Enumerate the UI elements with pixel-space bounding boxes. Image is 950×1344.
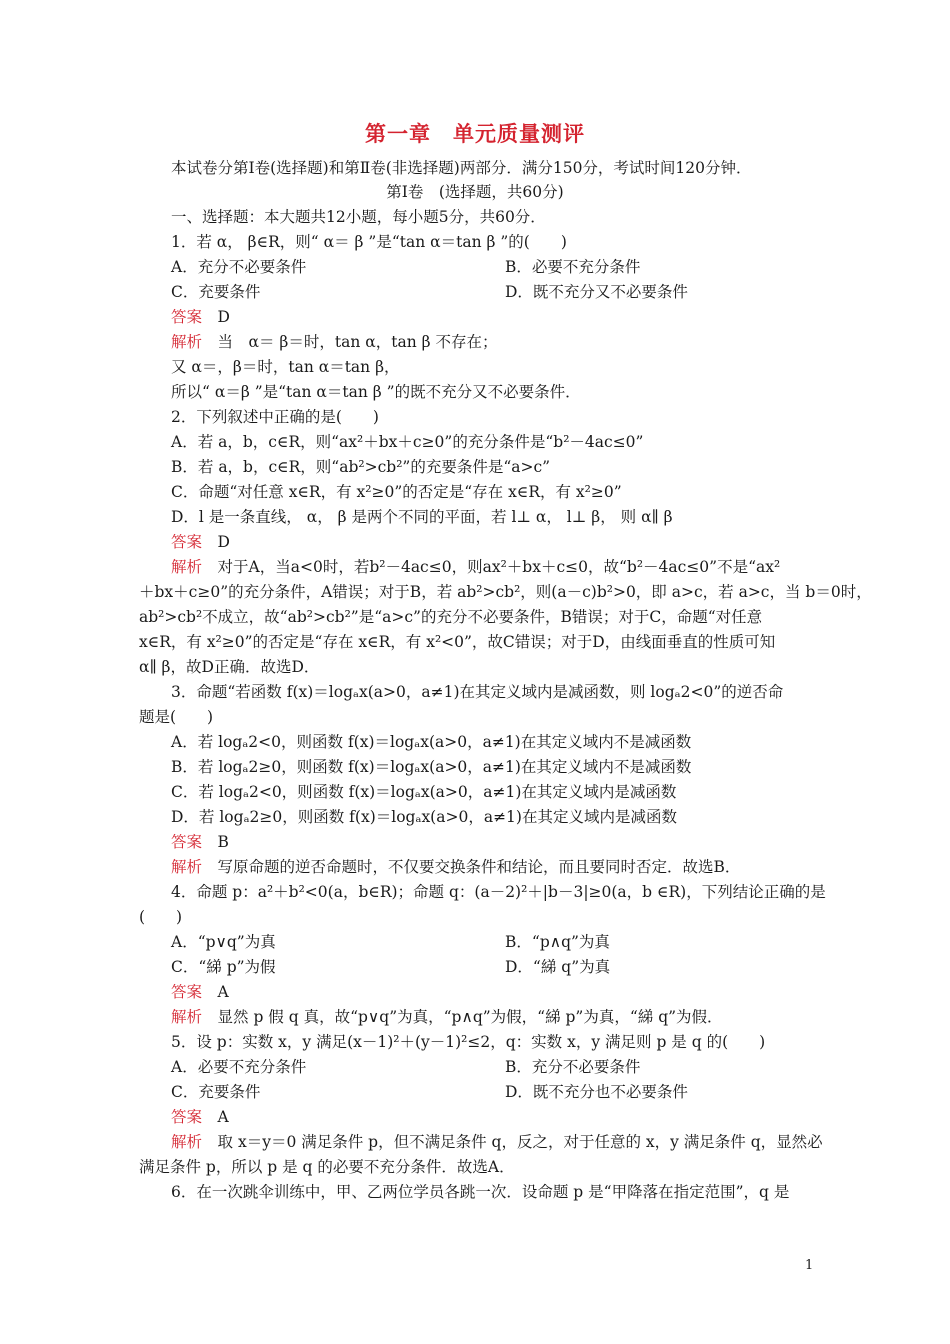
q1-analysis-line: 又 α＝，β＝时，tan α＝tan β，	[171, 358, 400, 376]
q5-answer: A	[217, 1108, 229, 1126]
q1-option-c: C．充要条件	[171, 283, 261, 301]
q1-option-d: D．既不充分又不必要条件	[505, 283, 688, 301]
q4-option-a: A．“p∨q”为真	[171, 933, 276, 951]
analysis-label: 解析	[171, 333, 203, 351]
q4-stem: 4．命题 p：a²＋b²<0(a，b∈R)；命题 q：(a－2)²＋|b－3|≥0(a，b ∈R)，下列结论正确的是	[171, 883, 826, 901]
q2-analysis-row	[171, 557, 780, 577]
q1-analysis-row	[171, 332, 498, 352]
q2-option-c: C．命题“对任意 x∈R，有 x²≥0”的否定是“存在 x∈R，有 x²≥0”	[171, 483, 622, 501]
q1-answer: D	[217, 308, 230, 326]
q3-answer: B	[217, 833, 229, 851]
q6-stem: 6．在一次跳伞训练中，甲、乙两位学员各跳一次．设命题 p 是“甲降落在指定范围”，q 是	[171, 1183, 790, 1201]
q2-option-b: B．若 a，b，c∈R，则“ab²>cb²”的充要条件是“a>c”	[171, 458, 551, 476]
q1-option-b: B．必要不充分条件	[505, 258, 641, 276]
q1-option-a: A．充分不必要条件	[171, 258, 307, 276]
analysis-label: 解析	[171, 858, 203, 876]
analysis-label: 解析	[171, 558, 203, 576]
q2-analysis-line: 对于A，当a<0时，若b²－4ac≤0，则ax²＋bx＋c≤0，故“b²－4ac≤0”不是“ax²	[217, 558, 781, 576]
q3-option-a: A．若 logₐ2<0，则函数 f(x)＝logₐx(a>0，a≠1)在其定义域内不是减函数	[171, 733, 692, 751]
q2-answer-row	[171, 532, 230, 552]
analysis-label: 解析	[171, 1008, 203, 1026]
q5-option-c: C．充要条件	[171, 1083, 261, 1101]
q3-answer-row	[171, 832, 229, 852]
q2-analysis-line: ＋bx＋c≥0”的充分条件，A错误；对于B，若 ab²>cb²，则(a－c)b²>0，即 a>c，若 a>c，当 b＝0时，	[139, 583, 872, 601]
q3-analysis-row	[171, 857, 740, 877]
q4-answer-row	[171, 982, 229, 1002]
answer-label: 答案	[171, 833, 203, 851]
section-heading: 一、选择题：本大题共12小题，每小题5分，共60分．	[171, 208, 546, 226]
q2-stem: 2．下列叙述中正确的是( )	[171, 408, 379, 426]
q5-stem: 5．设 p：实数 x，y 满足(x－1)²＋(y－1)²≤2，q：实数 x，y 满足则 p 是 q 的( )	[171, 1033, 766, 1051]
q1-answer-row	[171, 307, 230, 327]
q5-analysis-row	[171, 1132, 823, 1152]
q5-option-d: D．既不充分也不必要条件	[505, 1083, 688, 1101]
q3-stem-cont: 题是( )	[139, 708, 214, 726]
q2-option-d: D．l 是一条直线， α， β 是两个不同的平面，若 l⊥ α， l⊥ β， 则 α∥ β	[171, 508, 673, 526]
q2-analysis-line: α∥ β，故D正确．故选D．	[139, 658, 320, 676]
q4-option-c: C．“綈 p”为假	[171, 958, 276, 976]
q1-analysis-line: 当 α＝ β＝时，tan α，tan β 不存在；	[217, 333, 498, 351]
q4-analysis-row	[171, 1007, 723, 1027]
q5-answer-row	[171, 1107, 229, 1127]
q4-option-d: D．“綈 q”为真	[505, 958, 611, 976]
q2-analysis-line: x∈R，有 x²≥0”的否定是“存在 x∈R，有 x²<0”，故C错误；对于D，由线面垂直的性质可知	[139, 633, 776, 651]
q2-answer: D	[217, 533, 230, 551]
answer-label: 答案	[171, 533, 203, 551]
answer-label: 答案	[171, 983, 203, 1001]
q5-analysis-line: 满足条件 p，所以 p 是 q 的必要不充分条件．故选A．	[139, 1158, 515, 1176]
q1-analysis-line: 所以“ α＝β ”是“tan α＝tan β ”的既不充分又不必要条件．	[171, 383, 581, 401]
intro-text: 本试卷分第Ⅰ卷(选择题)和第Ⅱ卷(非选择题)两部分．满分150分，考试时间120分钟．	[171, 159, 752, 177]
q4-analysis: 显然 p 假 q 真，故“p∨q”为真，“p∧q”为假，“綈 p”为真，“綈 q”为假．	[217, 1008, 723, 1026]
q3-stem: 3．命题“若函数 f(x)＝logₐx(a>0，a≠1)在其定义域内是减函数，则 logₐ2<0”的逆否命	[171, 683, 784, 701]
q5-option-b: B．充分不必要条件	[505, 1058, 641, 1076]
q3-option-b: B．若 logₐ2≥0，则函数 f(x)＝logₐx(a>0，a≠1)在其定义域内不是减函数	[171, 758, 692, 776]
q3-option-c: C．若 logₐ2<0，则函数 f(x)＝logₐx(a>0，a≠1)在其定义域内是减函数	[171, 783, 677, 801]
q5-option-a: A．必要不充分条件	[171, 1058, 307, 1076]
page-number: 1	[805, 1258, 814, 1273]
page-title: 第一章 单元质量测评	[365, 122, 585, 146]
analysis-label: 解析	[171, 1133, 203, 1151]
q4-stem-cont: ( )	[139, 908, 183, 926]
q5-analysis-line: 取 x＝y＝0 满足条件 p，但不满足条件 q，反之，对于任意的 x，y 满足条件 q，显然必	[217, 1133, 823, 1151]
q1-stem: 1．若 α， β∈R，则“ α＝ β ”是“tan α＝tan β ”的( )	[171, 233, 567, 251]
q2-option-a: A．若 a，b，c∈R，则“ax²＋bx＋c≥0”的充分条件是“b²－4ac≤0”	[171, 433, 644, 451]
answer-label: 答案	[171, 1108, 203, 1126]
part1-heading: 第Ⅰ卷 (选择题，共60分)	[386, 183, 564, 201]
answer-label: 答案	[171, 308, 203, 326]
q2-analysis-line: ab²>cb²不成立，故“ab²>cb²”是“a>c”的充分不必要条件，B错误；对于C，命题“对任意	[139, 608, 763, 626]
q4-option-b: B．“p∧q”为真	[505, 933, 610, 951]
q3-option-d: D．若 logₐ2≥0，则函数 f(x)＝logₐx(a>0，a≠1)在其定义域内是减函数	[171, 808, 677, 826]
q3-analysis: 写原命题的逆否命题时，不仅要交换条件和结论，而且要同时否定．故选B．	[217, 858, 741, 876]
q4-answer: A	[217, 983, 229, 1001]
